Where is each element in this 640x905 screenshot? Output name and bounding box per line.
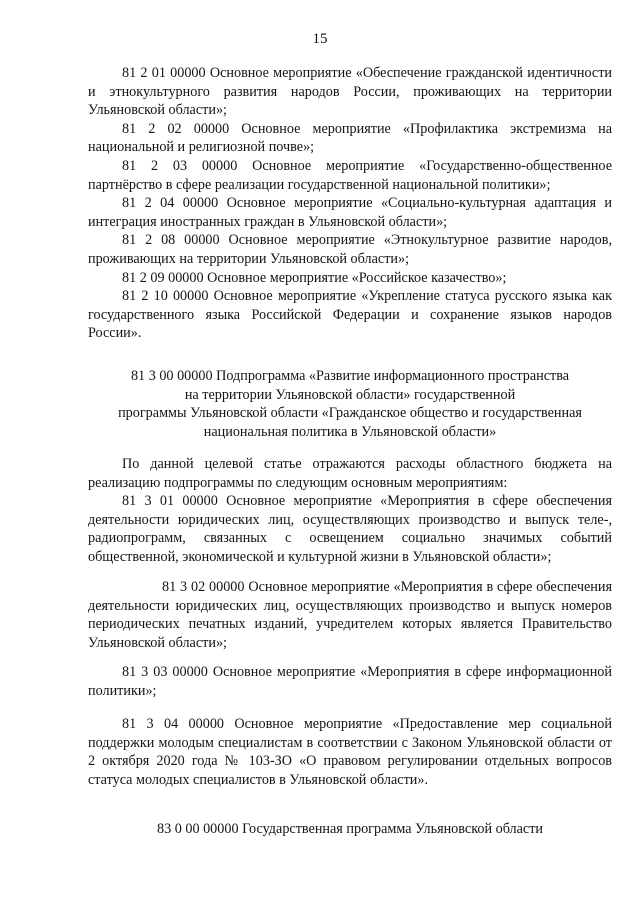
subprogram-heading bbox=[88, 367, 612, 441]
list-item: 81 2 10 00000 Основное мероприятие «Укрепление статуса русского языка как государственного языка Российской Федерации и сохранение языков народов России». bbox=[88, 288, 612, 342]
page-number: 15 bbox=[312, 31, 328, 47]
list-item: 81 2 08 00000 Основное мероприятие «Этнокультурное развитие народов, проживающих на территории Ульяновской области»; bbox=[88, 232, 612, 267]
list-item: 81 2 03 00000 Основное мероприятие «Государственно-общественное партнёрство в сфере реализации государственной национальной политики»; bbox=[88, 157, 612, 193]
heading-line: 81 3 00 00000 Подпрограмма «Развитие информационного пространства bbox=[130, 368, 570, 384]
list-item: 81 3 04 00000 Основное мероприятие «Предоставление мер социальной поддержки молодым специалистам в соответствии с Законом Ульяновской области от 2 октября 2020 года № 103-ЗО «О правовом регулировании отдельных вопросов статуса молодых специалистов в Ульяновской области». bbox=[88, 716, 612, 788]
heading-line: программы Ульяновской области «Гражданское общество и государственная bbox=[118, 405, 582, 422]
intro-paragraph: По данной целевой статье отражаются расходы областного бюджета на реализацию подпрограммы по следующим основным мероприятиям: bbox=[88, 456, 612, 491]
section-2-list bbox=[88, 64, 612, 343]
heading-line: национальная политика в Ульяновской области» bbox=[203, 423, 497, 440]
list-item: 81 2 09 00000 Основное мероприятие «Российское казачество»; bbox=[122, 269, 507, 286]
section-3-item-2 bbox=[88, 578, 612, 652]
list-item: 81 2 04 00000 Основное мероприятие «Социально-культурная адаптация и интеграция иностранных граждан в Ульяновской области»; bbox=[88, 195, 612, 230]
section-3-item-3 bbox=[88, 663, 612, 700]
list-item: 81 3 02 00000 Основное мероприятие «Мероприятия в сфере обеспечения деятельности юридических лиц, осуществляющих производство и выпуск номеров периодических печатных изданий, учредителем которых является Правительство Ульяновской области»; bbox=[88, 579, 612, 651]
program-heading: 83 0 00 00000 Государственная программа Ульяновской области bbox=[156, 821, 544, 837]
list-item: 81 2 02 00000 Основное мероприятие «Профилактика экстремизма на национальной и религиозной почве»; bbox=[88, 120, 612, 156]
section-3-intro bbox=[88, 455, 612, 567]
list-item: 81 3 03 00000 Основное мероприятие «Мероприятия в сфере информационной политики»; bbox=[88, 664, 612, 699]
list-item: 81 2 01 00000 Основное мероприятие «Обеспечение гражданской идентичности и этнокультурного развития народов России, проживающих на территории Ульяновской области»; bbox=[88, 65, 612, 119]
heading-line: на территории Ульяновской области» государственной bbox=[184, 386, 516, 403]
list-item: 81 3 01 00000 Основное мероприятие «Мероприятия в сфере обеспечения деятельности юридических лиц, осуществляющих производство и выпуск теле-, радиопрограмм, связанных с освещением социально значимых событий общественной, экономической и культурной жизни в Ульяновской области»; bbox=[88, 493, 612, 565]
section-3-item-4 bbox=[88, 715, 612, 789]
